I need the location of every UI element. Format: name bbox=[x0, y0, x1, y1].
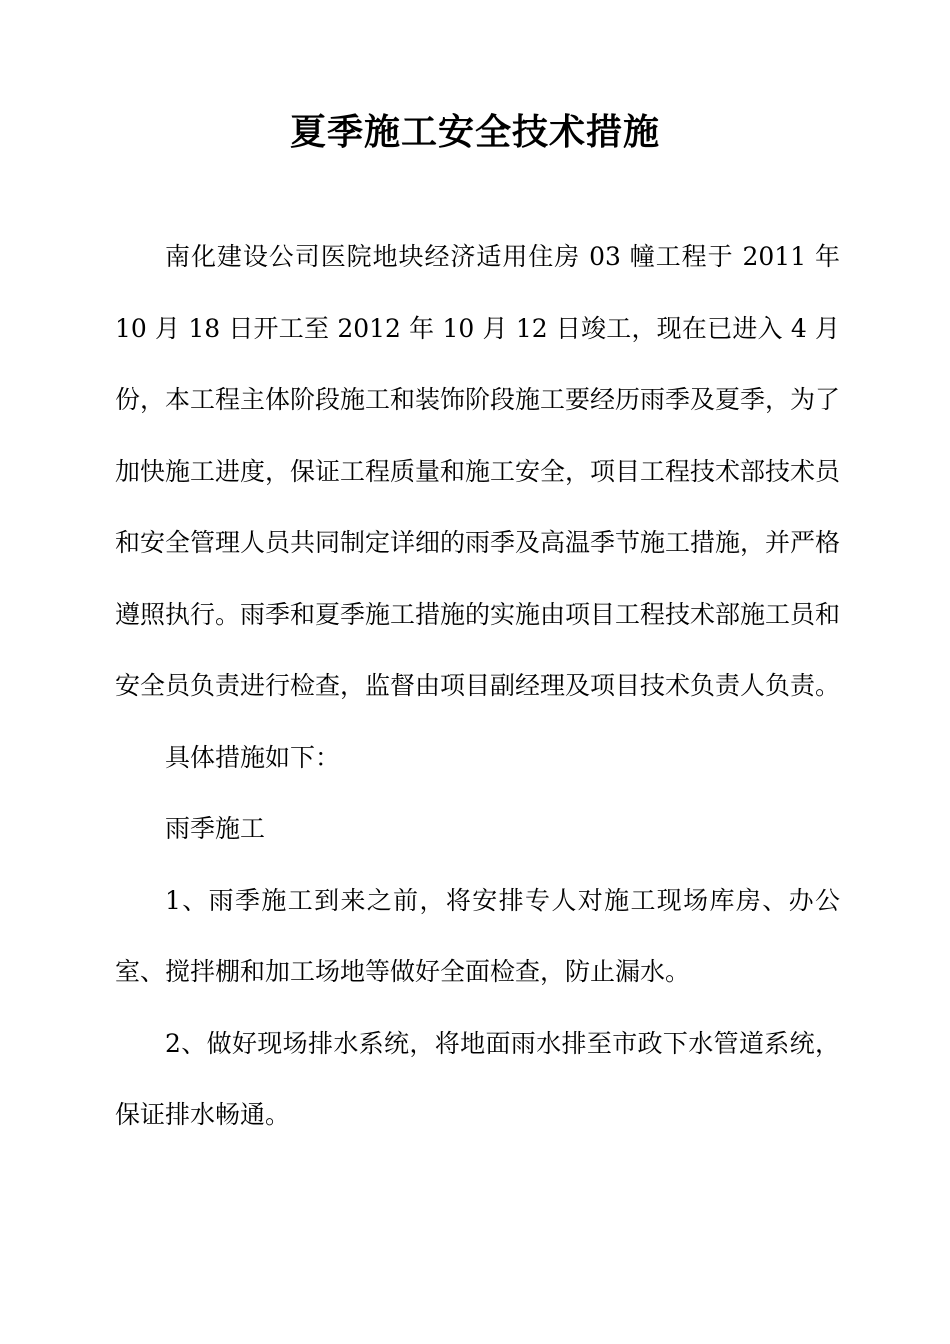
document-title: 夏季施工安全技术措施 bbox=[289, 111, 660, 153]
paragraph-item-2: 2、做好现场排水系统，将地面雨水排至市政下水管道系统，保证排水畅通。 bbox=[115, 1028, 840, 1129]
paragraph-intro: 南化建设公司医院地块经济适用住房 03 幢工程于 2011 年 10 月 18 日开工至 2012 年 10 月 12 日竣工，现在已进入 4 月份，本工程主体阶段施工和装饰阶段施工要经历雨季及夏季，为了加快施工进度，保证工程质量和施工安全，项目工程技术部技术员和安全管理人员共同制定详细的雨季及高温季节施工措施，并严格遵照执行。雨季和夏季施工措施的实施由项目工程技术部施工员和安全员负责进行检查，监督由项目副经理及项目技术负责人负责。 bbox=[115, 242, 841, 700]
paragraph-measures-heading: 具体措施如下： bbox=[165, 742, 341, 772]
paragraph-rainy-season-heading: 雨季施工 bbox=[165, 814, 266, 843]
document-body bbox=[115, 221, 840, 1151]
paragraph-item-1: 1、雨季施工到来之前，将安排专人对施工现场库房、办公室、搅拌棚和加工场地等做好全面检查，防止漏水。 bbox=[115, 885, 840, 986]
